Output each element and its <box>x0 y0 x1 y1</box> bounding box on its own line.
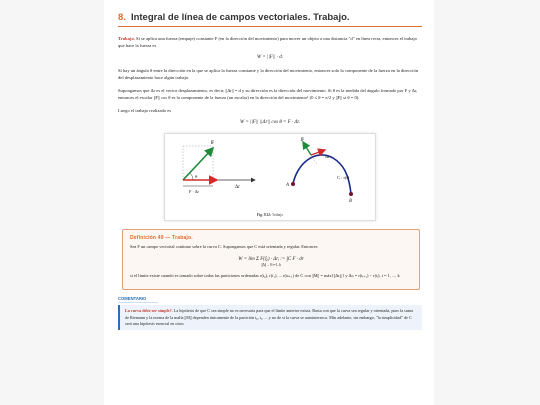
paragraph-luego: Luego el trabajo realizado es <box>118 108 172 113</box>
caption-label: Fig. 9.32: <box>256 213 272 217</box>
left-diagram <box>183 141 255 194</box>
definition-outro: si el límite existe cuando es tomado sobre todas las particiones ordenadas r(t₀), r(t₁), ... r(tₖ₊₁) de C con ||M|| = máx{||Δrᵢ||} y Δrᵢ = r(tᵢ₊₁) − r(tᵢ), i = 1, ..., k <box>130 272 400 278</box>
comment-question: La curva debe ser simple?. <box>125 308 173 314</box>
comment-header: COMENTARIO <box>118 296 158 303</box>
figure-diagram <box>165 134 375 220</box>
left-label-projection: F · Δr <box>189 189 199 194</box>
right-label-displacement: Δr <box>325 154 330 159</box>
paragraph-angle: Si hay un ángulo θ entre la dirección en la que se aplica la fuerza constante y la dirección del movimiento, entonces solo la componente de la fuerza en la dirección del desplazamiento hace algún trabajo. <box>118 68 419 80</box>
definition-header: Definición 49 — Trabajo. <box>130 235 193 241</box>
definition-limit-subscript: ||Δ||→0 i=1..k <box>261 262 281 267</box>
caption-text: Trabajo <box>271 213 284 217</box>
equation-work-basic: W = ||F|| · d. <box>256 55 284 60</box>
section-heading <box>118 12 422 27</box>
right-label-force: F <box>301 138 305 143</box>
figure-trabajo <box>164 133 376 221</box>
definition-equation-text: W = lím Σ F(ξᵢ) · Δrᵢ := ∫C F · dr <box>238 256 304 262</box>
left-label-force: F <box>211 141 215 146</box>
comment-box <box>118 305 422 330</box>
right-label-a: A <box>286 183 289 188</box>
paragraph-displacement: Supongamos que Δr es el vector desplazamiento, es decir, ||Δr|| = d y su dirección es la dirección del movimiento. Si θ es la medida del ángulo formado por F y Δr, entonces el escalar ||F|| cos θ es la componente de la fuerza (un escalar) en la dirección del movimiento¹ (0 ≤ θ = π/2 y ||F|| si θ = 0). <box>118 88 418 100</box>
right-label-curve: C : r(t) <box>337 175 350 180</box>
section-title: Integral de línea de campos vectoriales. Trabajo. <box>130 12 350 23</box>
left-label-angle: θ <box>195 174 198 179</box>
paragraph-work-text: Si se aplica una fuerza (empuje) constante F (en la dirección del movimiento) para mover un objeto a una distancia "d" en línea recta, entonces el trabajo que hace la fuerza es <box>118 36 417 48</box>
paragraph-work-definition <box>118 35 422 49</box>
right-point-b <box>349 192 353 196</box>
right-diagram <box>285 138 353 204</box>
left-force-arrow <box>183 148 213 180</box>
right-point-a <box>291 182 295 186</box>
page-content <box>104 0 434 330</box>
comment-text: La hipótesis de que C sea simple no es necesaria para que el límite anterior exista. Basta con que la curva sea regular y orientada, pues la suma de Riemann y la norma de la malla ||M|| dependen únicamente de la partición t₀, t₁, ... y no de si la curva se autointerseca. Más adelante, sin embargo, "la simplicidad" de C será una hipótesis esencial en otros <box>125 308 413 326</box>
section-number: 8. <box>118 12 126 23</box>
left-angle-arc <box>190 173 193 180</box>
figure-caption <box>165 213 375 217</box>
term-trabajo: Trabajo. <box>118 36 135 41</box>
definition-box <box>122 229 420 290</box>
document-page <box>104 0 434 405</box>
equation-work-dot: W = ||F|| ||Δr|| cos θ = F · Δr. <box>239 120 301 125</box>
right-label-b: B <box>349 199 352 204</box>
left-label-displacement: Δr <box>235 185 240 190</box>
definition-equation <box>130 257 412 267</box>
definition-intro: Sea F un campo vectorial continuo sobre la curva C. Supongamos que C está orientada y regular. Entonces <box>130 244 318 249</box>
right-force-arrow <box>303 142 311 155</box>
